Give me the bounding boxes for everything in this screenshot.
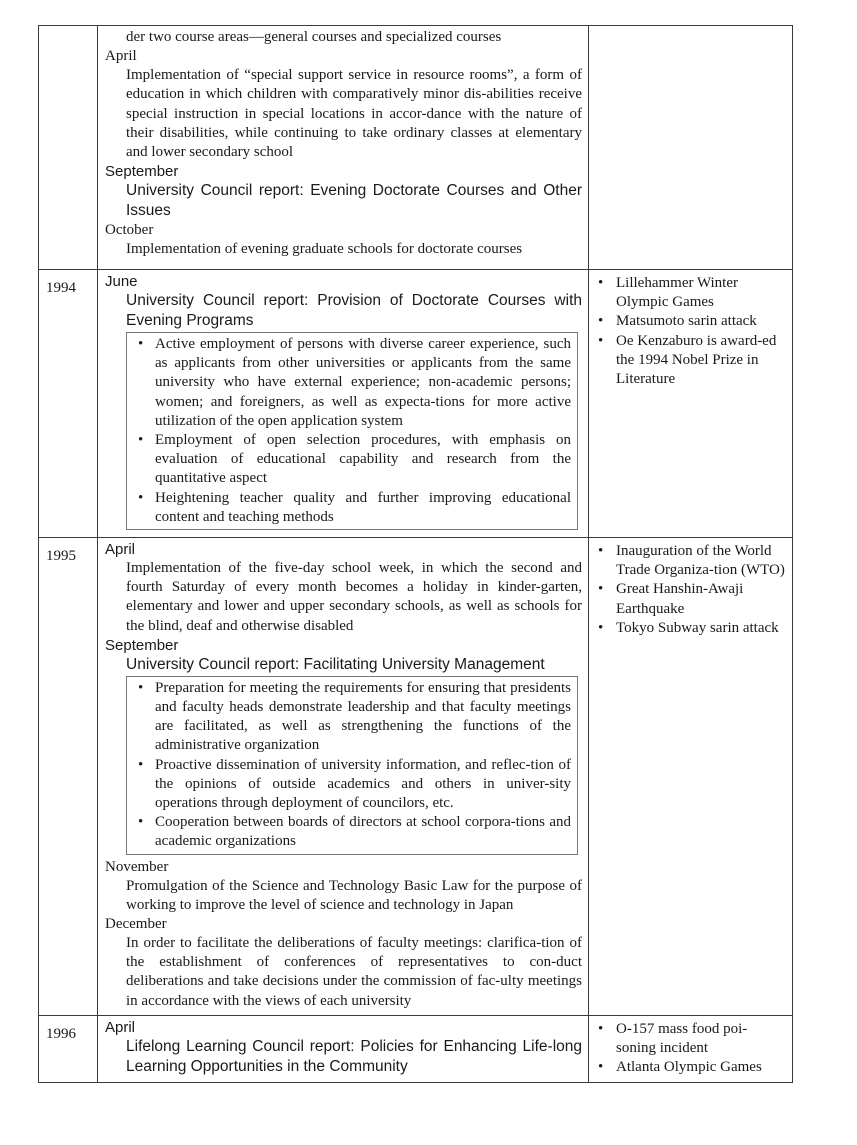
entry-month: December <box>105 916 167 933</box>
world-events-cell <box>589 26 793 270</box>
entry-text: Implementation of “special support service in resource rooms”, a form of education in which children with comparatively minor dis-abilities receive special instruction in special locations in accor-dance with the nature of their disabilities, while continuing to take ordinary classes at elementary and lower secondary school <box>126 67 582 161</box>
entry-text: Implementation of the five-day school week, in which the second and fourth Saturday of every month becomes a holiday in kinder-garten, elementary and lower and upper secondary schools, as well as schools for the blind, deaf and otherwise disabled <box>126 560 582 634</box>
world-event-text: Great Hanshin-Awaji Earthquake <box>616 581 744 617</box>
list-item <box>135 431 571 489</box>
entry-text: der two course areas—general courses and specialized courses <box>126 29 502 45</box>
world-event-text: Oe Kenzaburo is award-ed the 1994 Nobel Prize in Literature <box>616 332 777 388</box>
bullet-icon: • <box>138 432 144 449</box>
entry-text: University Council report: Facilitating University Management <box>126 655 545 673</box>
bullet-icon: • <box>598 1020 604 1037</box>
bullet-icon: • <box>598 313 604 330</box>
entry-text: University Council report: Provision of Doctorate Courses with Evening Programs <box>126 292 582 329</box>
entry-text: In order to facilitate the deliberations of faculty meetings: clarifica-tion of the establishment of conferences of representatives to con-duct deliberations and take decisions under the commission of fac-ulty meetings in accordance with the views of each university <box>126 935 582 1009</box>
bullet-icon: • <box>598 1059 604 1076</box>
bullet-icon: • <box>598 275 604 291</box>
entry-month: June <box>105 273 138 290</box>
list-item <box>135 756 571 814</box>
entry-month: November <box>105 858 169 875</box>
report-points-box <box>126 676 578 855</box>
entry-month: April <box>105 541 136 559</box>
table-row <box>39 26 793 270</box>
world-event-text: Matsumoto sarin attack <box>616 313 757 330</box>
world-event-item <box>595 332 786 390</box>
year-cell: 1994 <box>39 270 98 538</box>
entry-month: October <box>105 222 154 239</box>
list-item-text: Cooperation between boards of directors at school corpora-tions and academic organizations <box>155 814 571 850</box>
list-item-text: Proactive dissemination of university information, and reflec-tion of the opinions of outside academics and others in univer-sity operations through deployment of councilors, etc. <box>155 756 571 812</box>
events-cell <box>98 270 589 538</box>
world-event-text: Atlanta Olympic Games <box>616 1059 762 1076</box>
bullet-icon: • <box>138 336 144 352</box>
list-item <box>135 813 571 851</box>
entry-text: Promulgation of the Science and Technology Basic Law for the purpose of working to improve the level of science and technology in Japan <box>126 877 582 913</box>
table-row <box>39 1015 793 1082</box>
world-event-text: Lillehammer Winter Olympic Games <box>616 275 738 311</box>
table-row <box>39 538 793 1016</box>
entry-month: April <box>105 1018 136 1036</box>
events-cell <box>98 538 589 1016</box>
list-item <box>135 335 571 431</box>
world-event-text: O-157 mass food poi-soning incident <box>616 1020 748 1057</box>
world-events-cell <box>589 538 793 1016</box>
world-event-item <box>595 1020 786 1058</box>
bullet-icon: • <box>598 332 604 349</box>
world-event-text: Inauguration of the World Trade Organiza-tion (WTO) <box>616 543 785 579</box>
list-item-text: Active employment of persons with diverse career experience, such as applicants from other universities or applicants from the same university who have external experience; non-academic persons; women; and foreigners, as well as expecta-tions for more active utilization of the open application system <box>155 336 571 429</box>
world-event-text: Tokyo Subway sarin attack <box>616 619 779 636</box>
table-row <box>39 270 793 538</box>
report-points-box <box>126 332 578 530</box>
world-event-item <box>595 619 786 638</box>
list-item-text: Preparation for meeting the requirements for ensuring that presidents and faculty heads demonstrate leadership and that faculty meetings are facilitated, as well as strengthening the functions of the administrative organization <box>155 679 571 754</box>
list-item-text: Heightening teacher quality and further improving educational content and teaching methods <box>155 489 571 525</box>
list-item <box>135 679 571 756</box>
events-cell <box>98 1015 589 1082</box>
entry-text: Lifelong Learning Council report: Policies for Enhancing Life-long Learning Opportunities in the Community <box>126 1037 582 1075</box>
entry-month: September <box>105 636 179 654</box>
list-item-text: Employment of open selection procedures, with emphasis on evaluation of educational capability and research from the quantitative aspect <box>155 432 571 487</box>
year-cell: 1995 <box>39 538 98 1016</box>
entry-month: September <box>105 163 179 181</box>
bullet-icon: • <box>138 489 144 506</box>
entry-month: April <box>105 48 137 65</box>
bullet-icon: • <box>598 543 604 560</box>
chronology-table <box>38 25 793 1083</box>
world-event-item <box>595 580 786 618</box>
year-cell <box>39 26 98 270</box>
world-events-cell <box>589 1015 793 1082</box>
events-cell <box>98 26 589 270</box>
bullet-icon: • <box>138 756 144 773</box>
bullet-icon: • <box>598 619 604 636</box>
world-event-item <box>595 542 786 580</box>
bullet-icon: • <box>138 814 144 831</box>
world-events-cell <box>589 270 793 538</box>
bullet-icon: • <box>598 581 604 598</box>
year-cell: 1996 <box>39 1015 98 1082</box>
bullet-icon: • <box>138 679 144 696</box>
entry-text: University Council report: Evening Doctorate Courses and Other Issues <box>126 182 582 220</box>
world-event-item <box>595 274 786 312</box>
world-event-item <box>595 1058 786 1077</box>
world-event-item <box>595 312 786 331</box>
list-item <box>135 489 571 527</box>
entry-text: Implementation of evening graduate schools for doctorate courses <box>126 241 523 258</box>
